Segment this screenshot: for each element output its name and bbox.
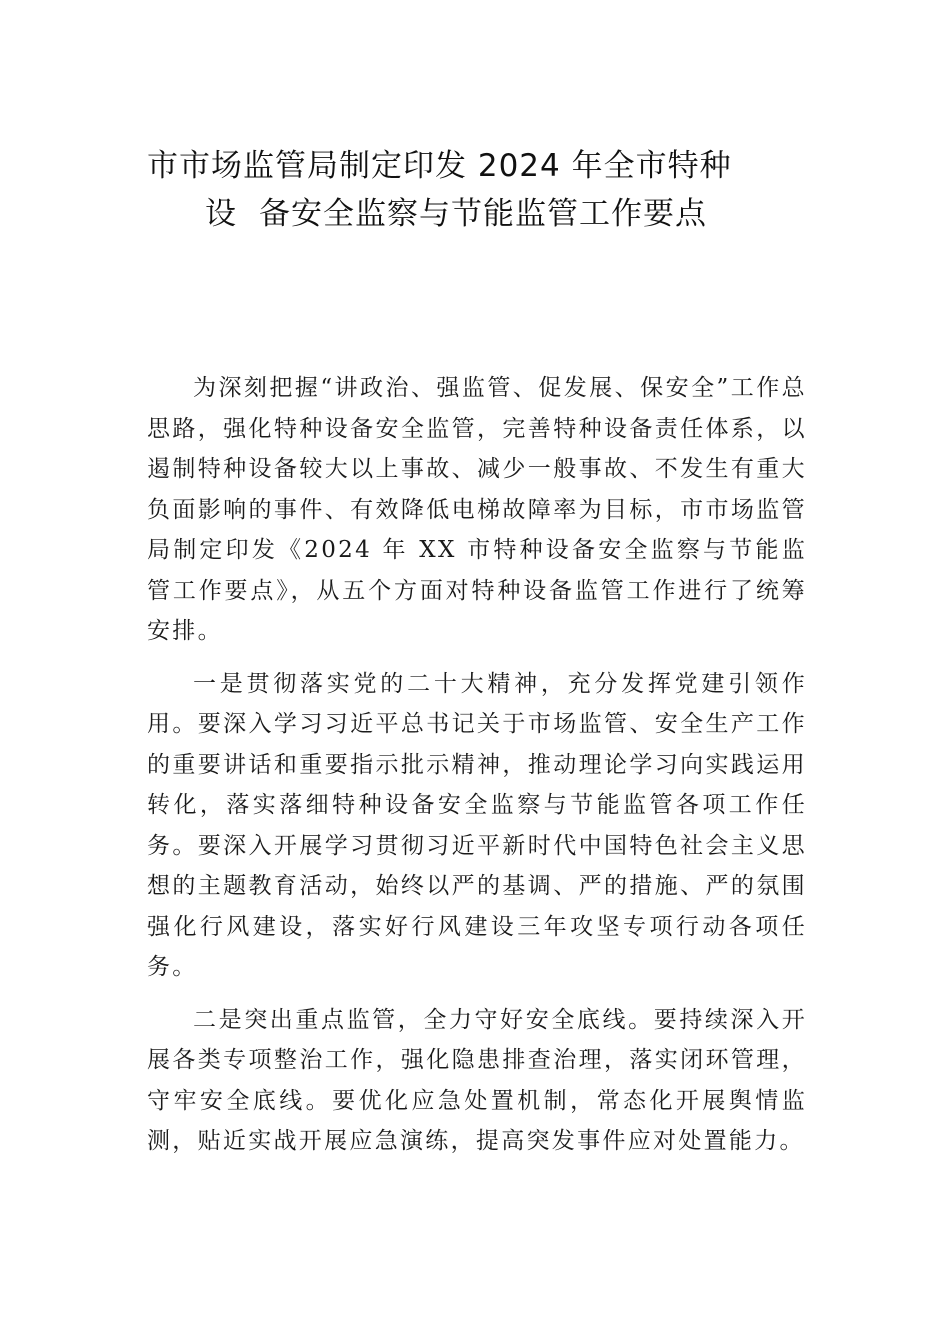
document-title-line-2-part-a: 设 (205, 196, 237, 232)
body-paragraph-two: 二是突出重点监管，全力守好安全底线。要持续深入开展各类专项整治工作，强化隐患排查治理，落实闭环管理，守牢安全底线。要优化应急处置机制，常态化开展舆情监测，贴近实战开展应急演练，提高突发事件应对处置能力。 (147, 1006, 807, 1154)
body-paragraph-one: 一是贯彻落实党的二十大精神，充分发挥党建引领作用。要深入学习习近平总书记关于市场监管、安全生产工作的重要讲话和重要指示批示精神，推动理论学习向实践运用转化，落实落细特种设备安全监察与节能监管各项工作任务。要深入开展学习贯彻习近平新时代中国特色社会主义思想的主题教育活动，始终以严的基调、严的措施、严的氛围强化行风建设，落实好行风建设三年攻坚专项行动各项任务。 (147, 670, 807, 980)
body-paragraph-intro: 为深刻把握“讲政治、强监管、促发展、保安全”工作总思路，强化特种设备安全监管，完善特种设备责任体系，以遏制特种设备较大以上事故、减少一般事故、不发生有重大负面影响的事件、有效降低电梯故障率为目标，市市场监管局制定印发《2024 年 XX 市特种设备安全监察与节能监管工作要点》，从五个方面对特种设备监管工作进行了统筹安排。 (147, 375, 807, 644)
document-title-line-2 (205, 188, 707, 233)
document-body (147, 368, 807, 1162)
document-title-line-2-part-b: 备安全监察与节能监管工作要点 (259, 196, 707, 232)
document-title-line-1: 市市场监管局制定印发 2024 年全市特种 (147, 148, 732, 184)
